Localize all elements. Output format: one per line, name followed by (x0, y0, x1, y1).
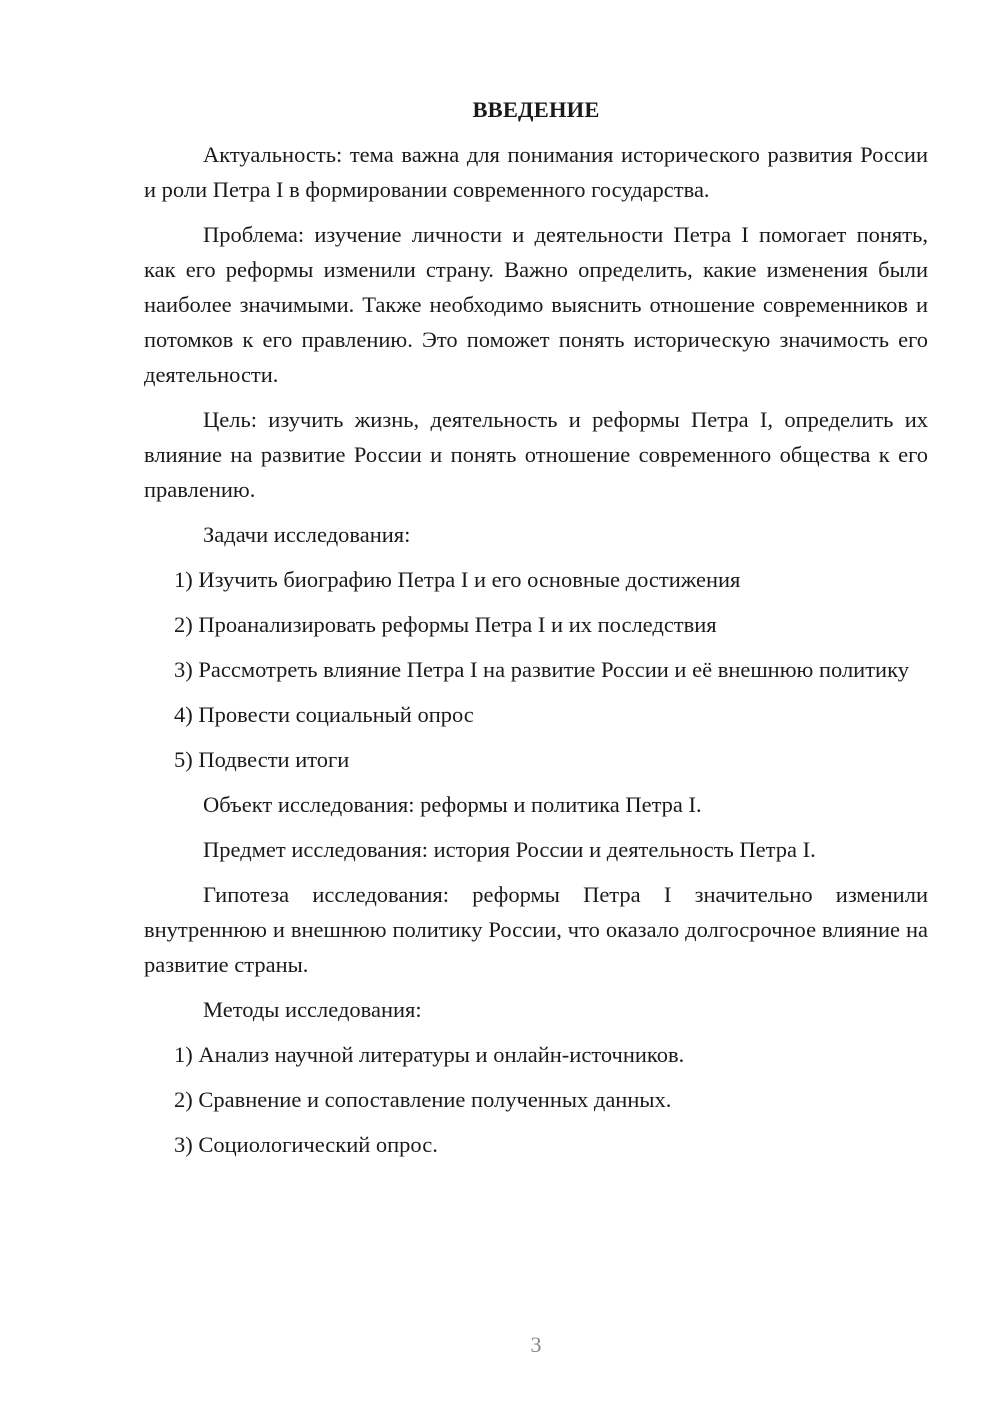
relevance-paragraph: Актуальность: тема важна для понимания исторического развития России и роли Петра I в формировании современного государства. (144, 142, 928, 202)
section-title: ВВЕДЕНИЕ (472, 97, 600, 122)
problem-paragraph: Проблема: изучение личности и деятельности Петра I помогает понять, как его реформы изменили страну. Важно определить, какие изменения были наиболее значимыми. Также необходимо выяснить отношение современников и потомков к его правлению. Это поможет понять историческую значимость его деятельности. (144, 222, 928, 387)
tasks-heading: Задачи исследования: (203, 522, 411, 547)
method-item: 2) Сравнение и сопоставление полученных данных. (174, 1087, 672, 1112)
task-item: 2) Проанализировать реформы Петра I и их последствия (174, 612, 717, 637)
goal-paragraph: Цель: изучить жизнь, деятельность и реформы Петра I, определить их влияние на развитие России и понять отношение современного общества к его правлению. (144, 407, 928, 502)
page-number: 3 (530, 1332, 542, 1357)
object-paragraph: Объект исследования: реформы и политика Петра I. (203, 792, 702, 817)
task-item: 1) Изучить биографию Петра I и его основные достижения (174, 567, 741, 592)
subject-paragraph: Предмет исследования: история России и деятельность Петра I. (203, 837, 816, 862)
methods-heading: Методы исследования: (203, 997, 422, 1022)
method-item: 3) Социологический опрос. (174, 1132, 438, 1157)
task-item: 5) Подвести итоги (174, 747, 350, 772)
page-content (144, 92, 928, 1172)
task-item: 3) Рассмотреть влияние Петра I на развитие России и её внешнюю политику (174, 657, 909, 682)
task-item: 4) Провести социальный опрос (174, 702, 474, 727)
method-item: 1) Анализ научной литературы и онлайн-источников. (174, 1042, 685, 1067)
hypothesis-paragraph: Гипотеза исследования: реформы Петра I значительно изменили внутреннюю и внешнюю политику России, что оказало долгосрочное влияние на развитие страны. (144, 882, 928, 977)
